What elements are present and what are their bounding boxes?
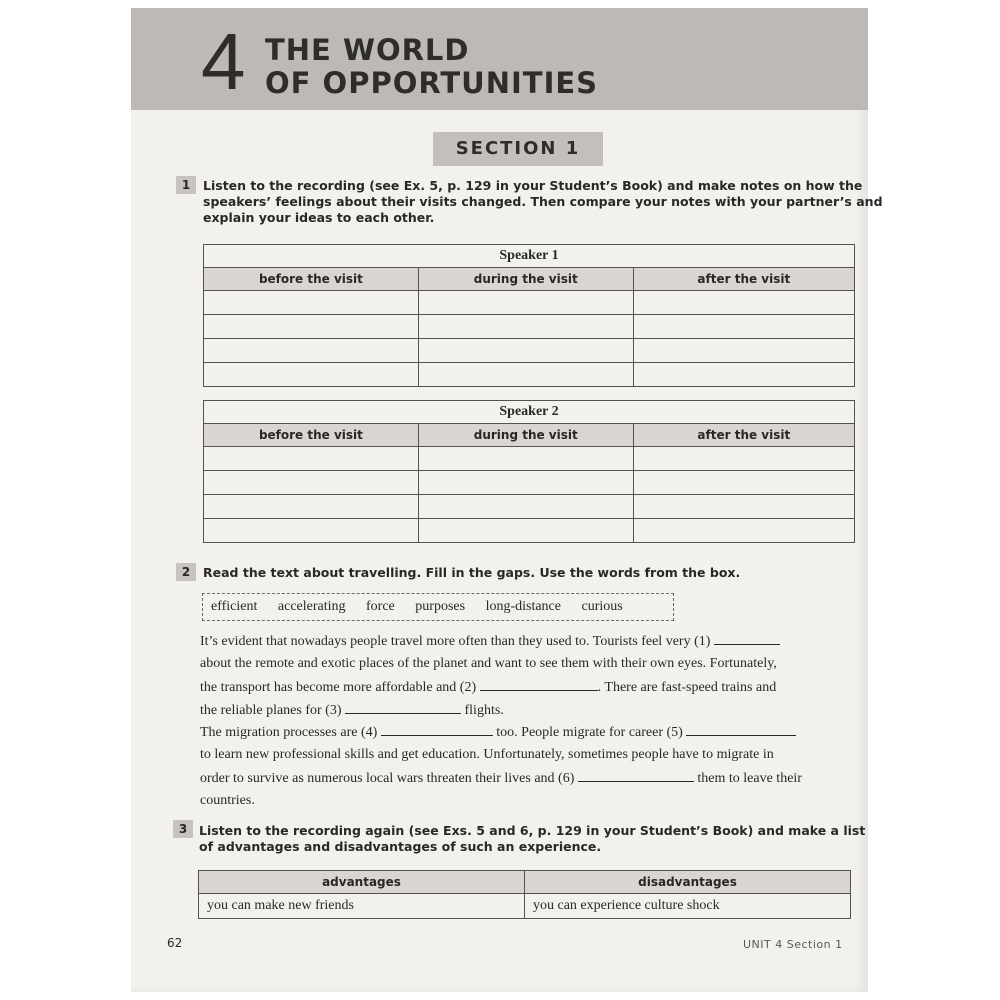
answer-cell[interactable] (633, 291, 854, 315)
col-before-visit: before the visit (204, 268, 419, 291)
speaker-2-title: Speaker 2 (204, 401, 855, 424)
word-box (202, 593, 674, 621)
text-line-6: to learn new professional skills and get education. Unfortunately, sometimes people have to migrate in (200, 747, 774, 762)
unit-number: 4 (201, 17, 246, 106)
text-segment: The migration processes are (4) (200, 725, 378, 740)
unit-title (265, 34, 598, 100)
col-after-visit: after the visit (633, 268, 854, 291)
page-number: 62 (167, 936, 183, 950)
text-segment: the reliable planes for (3) (200, 703, 342, 718)
word-option: long-distance (485, 599, 561, 614)
text-segment: . There are fast-speed trains and (597, 680, 777, 695)
unit-header (131, 8, 868, 110)
col-during-visit: during the visit (418, 268, 633, 291)
gap-2[interactable] (480, 678, 598, 691)
exercise-1-instruction (203, 178, 883, 226)
answer-cell[interactable] (633, 339, 854, 363)
answer-cell[interactable] (418, 447, 633, 471)
text-segment: them to leave their (697, 771, 802, 786)
instruction-line: of advantages and disadvantages of such an experience. (199, 839, 602, 854)
answer-cell[interactable] (418, 519, 633, 543)
word-option: force (366, 599, 395, 614)
answer-cell[interactable] (204, 291, 419, 315)
instruction-line: Listen to the recording (see Ex. 5, p. 129 in your Student’s Book) and make notes on how the (203, 178, 863, 193)
col-disadvantages: disadvantages (525, 871, 851, 894)
answer-cell[interactable] (633, 315, 854, 339)
gap-3[interactable] (345, 701, 461, 714)
unit-title-line2: OF OPPORTUNITIES (265, 66, 599, 100)
answer-cell[interactable] (633, 519, 854, 543)
exercise-3-instruction (199, 823, 865, 855)
section-label: SECTION 1 (433, 132, 603, 166)
answer-cell[interactable] (418, 495, 633, 519)
answer-cell[interactable] (633, 447, 854, 471)
answer-cell[interactable] (204, 363, 419, 387)
word-option: accelerating (277, 599, 346, 614)
gap-4[interactable] (381, 723, 493, 736)
instruction-line: speakers’ feelings about their visits changed. Then compare your notes with your partner’s and (203, 194, 883, 209)
text-line-1 (200, 632, 780, 651)
exercise-2-instruction: Read the text about travelling. Fill in the gaps. Use the words from the box. (203, 565, 741, 580)
text-segment: It’s evident that nowadays people travel more often than they used to. Tourists feel very (1) (200, 634, 711, 649)
answer-cell[interactable] (633, 471, 854, 495)
col-after-visit: after the visit (633, 424, 854, 447)
exercise-1-number: 1 (176, 176, 196, 194)
gap-5[interactable] (686, 723, 796, 736)
answer-cell[interactable] (418, 291, 633, 315)
col-during-visit: during the visit (418, 424, 633, 447)
answer-cell[interactable] (204, 495, 419, 519)
workbook-page (131, 8, 883, 992)
answer-cell[interactable] (418, 339, 633, 363)
text-line-5 (200, 723, 796, 742)
answer-cell[interactable] (204, 315, 419, 339)
text-segment: the transport has become more affordable and (2) (200, 680, 477, 695)
word-option: curious (581, 599, 623, 614)
text-segment: flights. (464, 703, 504, 718)
exercise-3-number: 3 (173, 820, 193, 838)
speaker-2-table (203, 400, 855, 543)
exercise-2-number: 2 (176, 563, 196, 581)
advantages-table (198, 870, 851, 919)
gap-1[interactable] (714, 632, 780, 645)
gap-6[interactable] (578, 769, 694, 782)
text-line-8: countries. (200, 793, 255, 808)
advantage-cell[interactable]: you can make new friends (199, 894, 525, 919)
speaker-1-title: Speaker 1 (204, 245, 855, 268)
col-before-visit: before the visit (204, 424, 419, 447)
answer-cell[interactable] (418, 471, 633, 495)
answer-cell[interactable] (418, 315, 633, 339)
unit-reference: UNIT 4 Section 1 (743, 938, 843, 951)
text-line-7 (200, 769, 802, 788)
text-line-2: about the remote and exotic places of the planet and want to see them with their own eyes. Fortunately, (200, 656, 777, 671)
col-advantages: advantages (199, 871, 525, 894)
answer-cell[interactable] (633, 495, 854, 519)
speaker-1-table (203, 244, 855, 387)
instruction-line: Listen to the recording again (see Exs. 5 and 6, p. 129 in your Student’s Book) and make a list (199, 823, 866, 838)
answer-cell[interactable] (418, 363, 633, 387)
text-line-4 (200, 701, 504, 720)
unit-title-line1: THE WORLD (265, 33, 470, 67)
answer-cell[interactable] (204, 471, 419, 495)
answer-cell[interactable] (204, 519, 419, 543)
text-segment: order to survive as numerous local wars threaten their lives and (6) (200, 771, 575, 786)
answer-cell[interactable] (633, 363, 854, 387)
text-line-3 (200, 678, 776, 697)
answer-cell[interactable] (204, 339, 419, 363)
answer-cell[interactable] (204, 447, 419, 471)
word-option: efficient (211, 599, 258, 614)
word-option: purposes (415, 599, 466, 614)
instruction-line: explain your ideas to each other. (203, 210, 435, 225)
text-segment: too. People migrate for career (5) (496, 725, 683, 740)
disadvantage-cell[interactable]: you can experience culture shock (525, 894, 851, 919)
